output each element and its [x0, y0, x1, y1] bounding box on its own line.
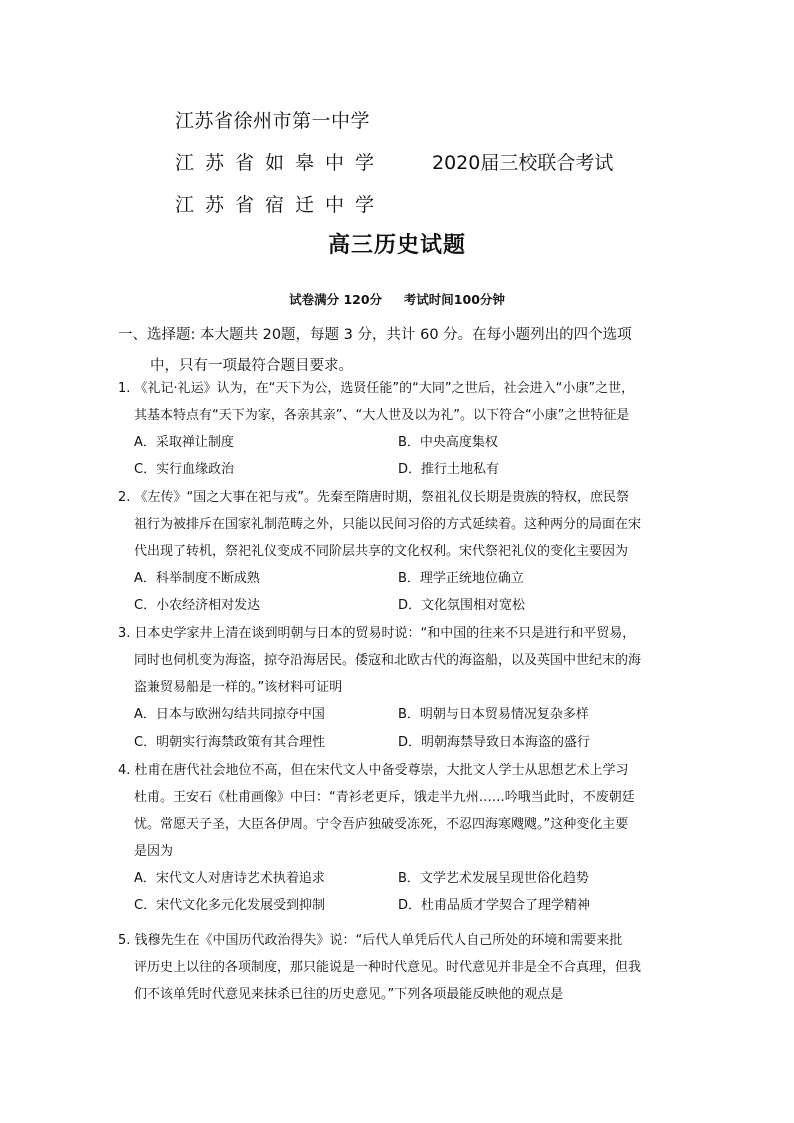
question-4-option-d: D．杜甫品质才学契合了理学精神: [398, 898, 591, 913]
question-3-option-d: D．明朝海禁导致日本海盗的盛行: [398, 735, 591, 750]
section-instruction-cont: 中，只有一项最符合题目要求。: [150, 358, 353, 374]
question-1-option-c: C．实行血缘政治: [134, 462, 235, 477]
exam-name: 2020届三校联合考试: [432, 152, 614, 174]
paper-title: 高三历史试题: [327, 233, 466, 258]
question-4-line: 4. 杜甫在唐代社会地位不高，但在宋代文人中备受尊崇，大批文人学士从思想艺术上学习: [118, 763, 629, 778]
question-3-option-b: B．明朝与日本贸易情况复杂多样: [398, 707, 589, 722]
question-1-option-b: B．中央高度集权: [398, 435, 498, 450]
question-2-option-d: D．文化氛围相对宽松: [398, 598, 526, 613]
exam-meta: 试卷满分 120分 考试时间100分钟: [289, 292, 505, 307]
school-name-xuzhou: 江苏省徐州市第一中学: [175, 110, 371, 132]
question-4-line: 杜甫。王安石《杜甫画像》中曰：“青衫老更斥，饿走半九州……吟哦当此时，不废朝廷: [134, 790, 635, 805]
question-3-option-a: A．日本与欧洲勾结共同掠夺中国: [134, 707, 325, 722]
question-5-line: 评历史上以往的各项制度，那只能说是一种时代意见。时代意见并非是全不合真理，但我: [134, 960, 642, 975]
school-name-suqian: 江苏省宿迁中学: [175, 194, 386, 216]
question-2-option-c: C．小农经济相对发达: [134, 598, 261, 613]
question-5-line: 5. 钱穆先生在《中国历代政治得失》说：“后代人单凭后代人自己所处的环境和需要来批: [118, 933, 623, 948]
question-1-line: 其基本特点有“天下为家，各亲其亲”、“大人世及以为礼”。以下符合“小康”之世特征是: [134, 408, 630, 423]
question-4-option-c: C．宋代文化多元化发展受到抑制: [134, 898, 326, 913]
question-2-line: 代出现了转机，祭祀礼仪变成不同阶层共享的文化权利。宋代祭祀礼仪的变化主要因为: [134, 544, 629, 559]
question-3-line: 同时也伺机变为海盗，掠夺沿海居民。倭寇和北欧古代的海盗船，以及英国中世纪末的海: [134, 653, 642, 668]
question-3-line: 盗兼贸易船是一样的。”该材料可证明: [134, 680, 343, 695]
question-2-line: 祖行为被排斥在国家礼制范畴之外，只能以民间习俗的方式延续着。这种两分的局面在宋: [134, 517, 642, 532]
question-1-option-d: D．推行土地私有: [398, 462, 500, 477]
section-instruction: 一、选择题: 本大题共 20题，每题 3 分，共计 60 分。在每小题列出的四个选项: [118, 327, 632, 343]
question-2-line: 2. 《左传》“国之大事在祀与戎”。先秦至隋唐时期，祭祖礼仪长期是贵族的特权，庶民祭: [118, 490, 630, 505]
question-5-line: 们不该单凭时代意见来抹杀已往的历史意见。”下列各项最能反映他的观点是: [134, 987, 564, 1002]
school-name-rugao: 江苏省如皋中学: [175, 152, 386, 174]
question-1-line: 1. 《礼记·礼运》认为，在“天下为公，选贤任能”的“大同”之世后，社会进入“小康”之世，: [118, 381, 635, 396]
question-4-line: 忧。常愿天子圣，大臣各伊周。宁令吾庐独破受冻死，不忍四海寒飕飕。”这种变化主要: [134, 817, 629, 832]
question-4-option-b: B．文学艺术发展呈现世俗化趋势: [398, 871, 589, 886]
question-3-line: 3. 日本史学家井上清在谈到明朝与日本的贸易时说：“和中国的往来不只是进行和平贸易，: [118, 626, 636, 641]
question-4-option-a: A．宋代文人对唐诗艺术执着追求: [134, 871, 325, 886]
question-3-option-c: C．明朝实行海禁政策有其合理性: [134, 735, 326, 750]
question-2-option-a: A．科举制度不断成熟: [134, 571, 260, 586]
question-4-line: 是因为: [134, 844, 174, 859]
question-2-option-b: B．理学正统地位确立: [398, 571, 524, 586]
question-1-option-a: A．采取禅让制度: [134, 435, 234, 450]
